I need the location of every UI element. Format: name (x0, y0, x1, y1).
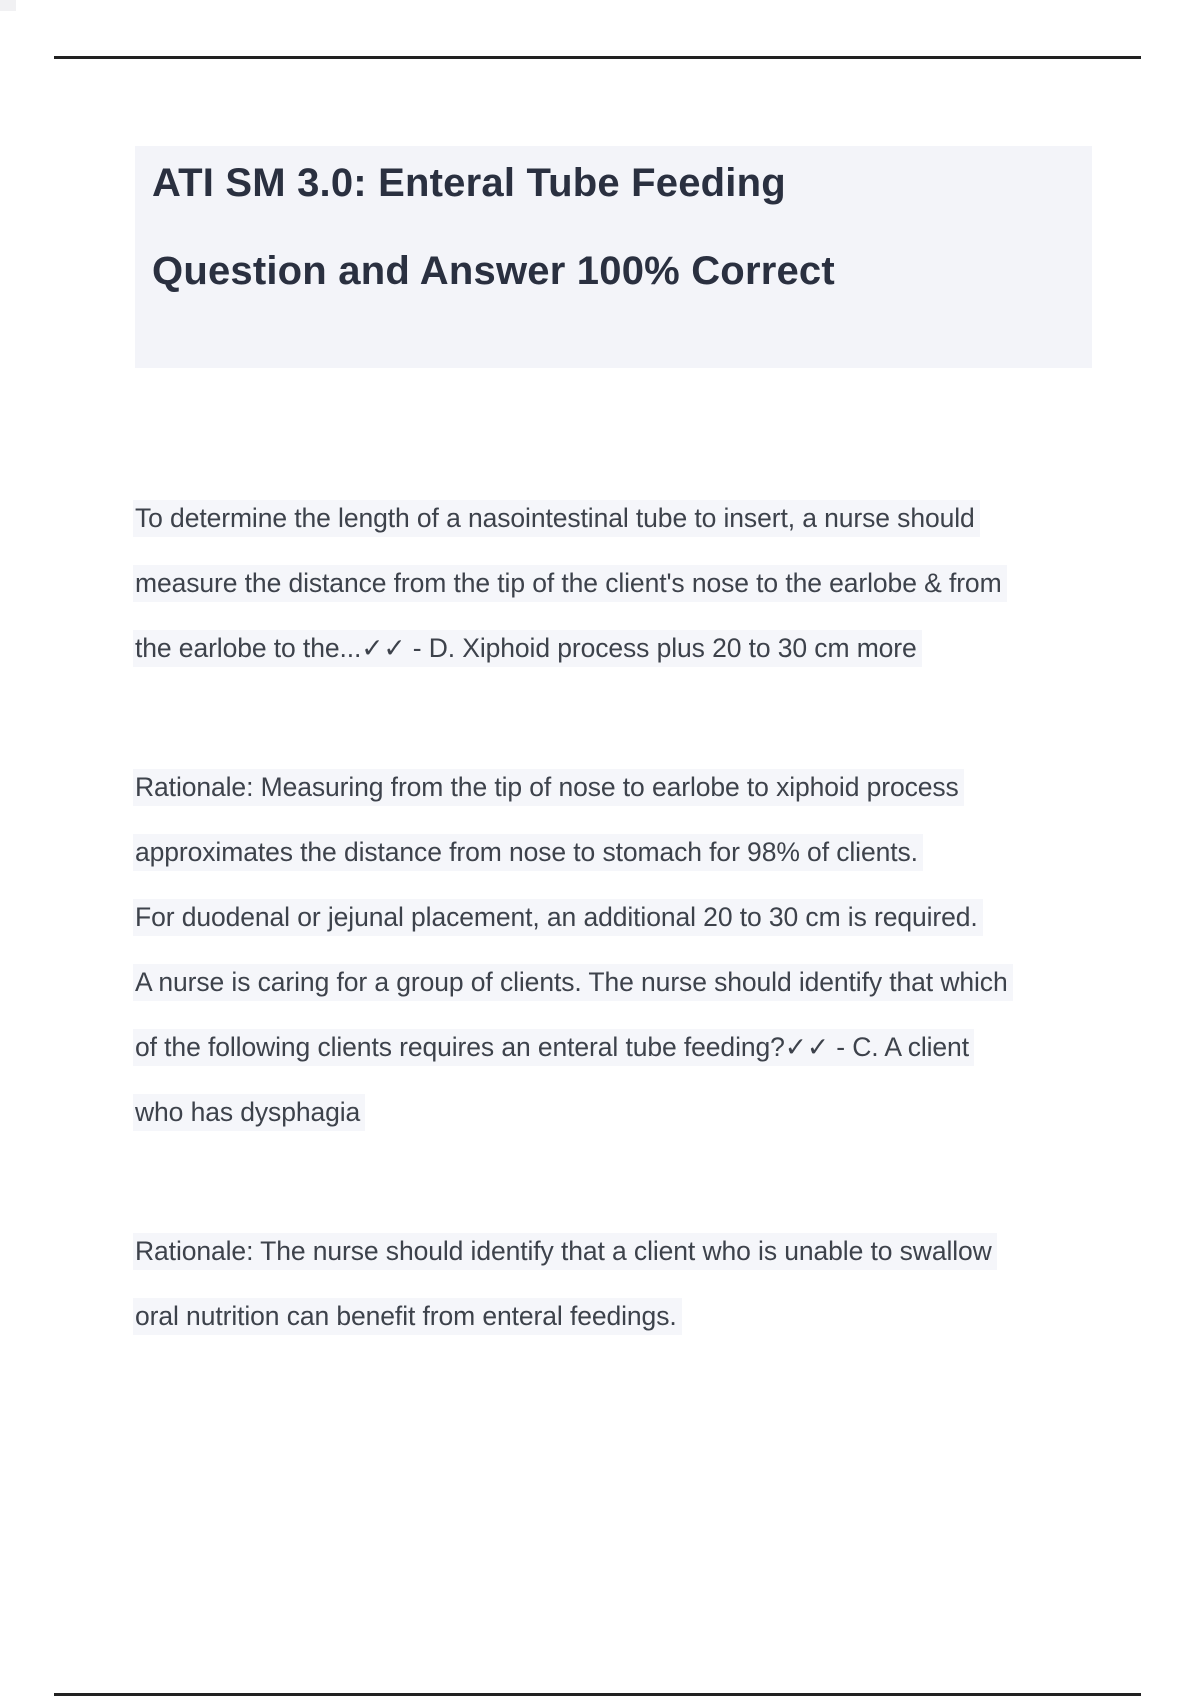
text-line (133, 1219, 1073, 1284)
highlighted-text: of the following clients requires an enteral tube feeding?✓✓ - C. A client (133, 1029, 974, 1066)
text-line (133, 551, 1073, 616)
highlighted-text: To determine the length of a nasointestinal tube to insert, a nurse should (133, 500, 980, 537)
document-title-line-2: Question and Answer 100% Correct (152, 249, 835, 293)
text-line (133, 1015, 1073, 1080)
highlighted-text: who has dysphagia (133, 1094, 365, 1131)
text-line (133, 820, 1073, 885)
rationale-and-question-paragraph (133, 755, 1073, 1145)
highlighted-text: approximates the distance from nose to stomach for 98% of clients. (133, 834, 923, 871)
text-line (133, 950, 1073, 1015)
bottom-rule (54, 1693, 1141, 1696)
highlighted-text: the earlobe to the...✓✓ - D. Xiphoid process plus 20 to 30 cm more (133, 630, 922, 667)
text-line (133, 885, 1073, 950)
text-line (133, 1080, 1073, 1145)
highlighted-text: A nurse is caring for a group of clients. The nurse should identify that which (133, 964, 1013, 1001)
text-line (133, 1284, 1073, 1349)
highlighted-text: measure the distance from the tip of the client's nose to the earlobe & from (133, 565, 1007, 602)
title-block (135, 146, 1092, 368)
highlighted-text: Rationale: Measuring from the tip of nose to earlobe to xiphoid process (133, 769, 964, 806)
top-rule (54, 56, 1141, 59)
rationale-paragraph (133, 1219, 1073, 1349)
text-line (133, 616, 1073, 681)
document-title-line-1: ATI SM 3.0: Enteral Tube Feeding (152, 161, 786, 205)
question-answer-paragraph (133, 486, 1073, 681)
highlighted-text: Rationale: The nurse should identify that a client who is unable to swallow (133, 1233, 997, 1270)
corner-artifact (0, 0, 16, 11)
text-line (133, 755, 1073, 820)
text-line (133, 486, 1073, 551)
highlighted-text: oral nutrition can benefit from enteral feedings. (133, 1298, 682, 1335)
highlighted-text: For duodenal or jejunal placement, an additional 20 to 30 cm is required. (133, 899, 983, 936)
